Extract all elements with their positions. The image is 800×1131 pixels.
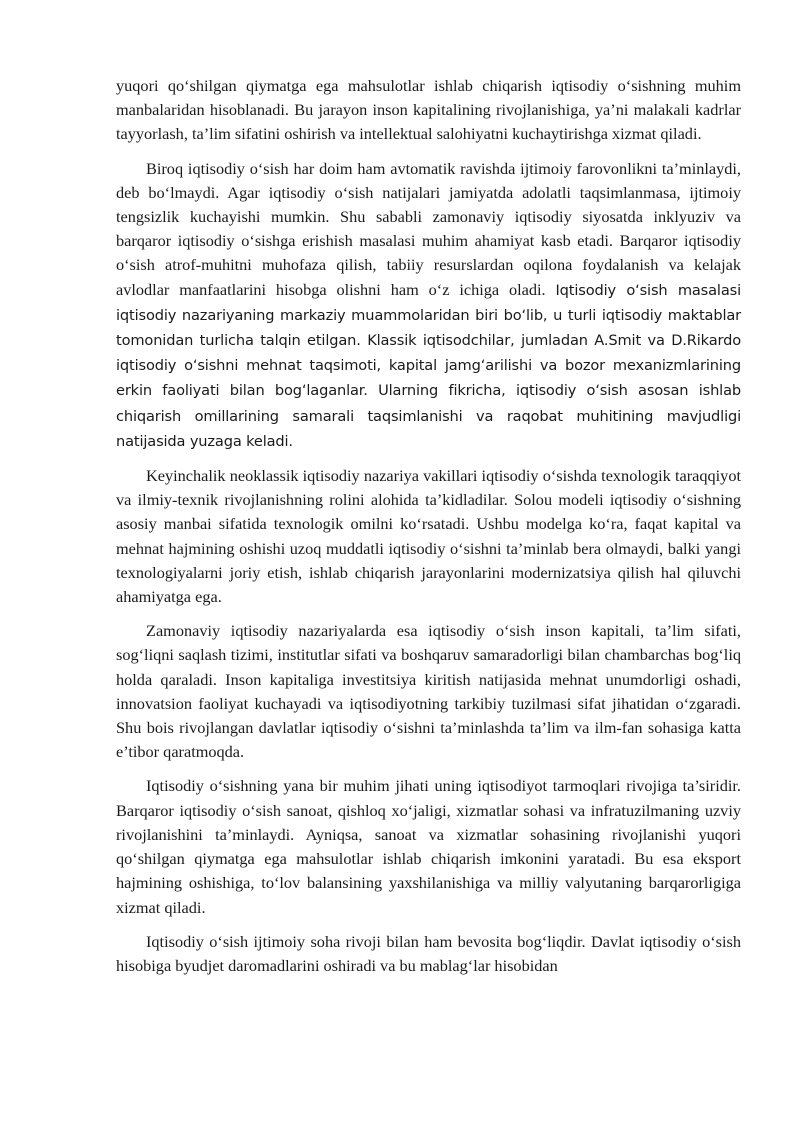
paragraph-2-serif-text: Biroq iqtisodiy o‘sish har doim ham avtomatik ravishda ijtimoiy farovonlikni ta’minlaydi, deb bo‘lmaydi. Agar iqtisodiy o‘sish natijalari jamiyatda adolatli taqsimlanmasa, ijtimoiy tengsizlik kuchayishi mumkin. Shu sababli zamonaviy iqtisodiy siyosatda inklyuziv va barqaror iqtisodiy o‘sishga erishish masalasi muhim ahamiyat kasb etadi. Barqaror iqtisodiy o‘sish atrof-muhitni muhofaza qilish, tabiiy resurslardan oqilona foydalanish va kelajak avlodlar manfaatlarini hisobga olishni ham o‘z ichiga oladi. — [116, 158, 741, 299]
paragraph-1: yuqori qo‘shilgan qiymatga ega mahsulotlar ishlab chiqarish iqtisodiy o‘sishning muhim manbalaridan hisoblanadi. Bu jarayon inson kapitalining rivojlanishiga, ya’ni malakali kadrlar tayyorlash, ta’lim sifatini oshirish va intellektual salohiyatni kuchaytirishga xizmat qiladi. — [116, 76, 741, 144]
paragraph-6: Iqtisodiy o‘sish ijtimoiy soha rivoji bilan ham bevosita bog‘liqdir. Davlat iqtisodiy o‘sish hisobiga byudjet daromadlarini oshiradi va bu mablag‘lar hisobidan — [116, 931, 741, 975]
paragraph-2-sans-text: Iqtisodiy o‘sish masalasi iqtisodiy nazariyaning markaziy muammolaridan biri bo‘lib, u turli iqtisodiy maktablar tomonidan turlicha talqin etilgan. Klassik iqtisodchilar, jumladan A.Smit va D.Rikardo iqtisodiy o‘sishni mehnat taqsimoti, kapital jamg‘arilishi va bozor mexanizmlarining erkin faoliyati bilan bog‘laganlar. Ularning fikricha, iqtisodiy o‘sish asosan ishlab chiqarish omillarining samarali taqsimlanishi va raqobat muhitining mavjudligi natijasida yuzaga keladi. — [116, 281, 741, 450]
paragraph-4: Zamonaviy iqtisodiy nazariyalarda esa iqtisodiy o‘sish inson kapitali, ta’lim sifati, sog‘liqni saqlash tizimi, institutlar sifati va boshqaruv samaradorligi bilan chambarchas bog‘liq holda qaraladi. Inson kapitaliga investitsiya kiritish natijasida mehnat unumdorligi oshadi, innovatsion faoliyat kuchayadi va iqtisodiyotning tarkibiy tuzilmasi sifat jihatidan o‘zgaradi. Shu bois rivojlangan davlatlar iqtisodiy o‘sishni ta’minlashda ta’lim va ilm-fan sohasiga katta e’tibor qaratmoqda. — [116, 621, 741, 762]
document-page — [116, 74, 741, 988]
paragraph-3: Keyinchalik neoklassik iqtisodiy nazariya vakillari iqtisodiy o‘sishda texnologik taraqqiyot va ilmiy-texnik rivojlanishning rolini alohida ta’kidladilar. Solou modeli iqtisodiy o‘sishning asosiy manbai sifatida texnologik omilni ko‘rsatadi. Ushbu modelga ko‘ra, faqat kapital va mehnat hajmining oshishi uzoq muddatli iqtisodiy o‘sishni ta’minlab bera olmaydi, balki yangi texnologiyalarni joriy etish, ishlab chiqarish jarayonlarini modernizatsiya qilish hal qiluvchi ahamiyatga ega. — [116, 466, 741, 607]
paragraph-5: Iqtisodiy o‘sishning yana bir muhim jihati uning iqtisodiyot tarmoqlari rivojiga ta’siridir. Barqaror iqtisodiy o‘sish sanoat, qishloq xo‘jaligi, xizmatlar sohasi va infratuzilmaning uzviy rivojlanishini ta’minlaydi. Ayniqsa, sanoat va xizmatlar sohasining rivojlanishi yuqori qo‘shilgan qiymatga ega mahsulotlar ishlab chiqarish imkonini yaratadi. Bu esa eksport hajmining oshishiga, to‘lov balansining yaxshilanishiga va milliy valyutaning barqarorligiga xizmat qiladi. — [116, 776, 741, 917]
paragraph-2 — [116, 157, 741, 454]
